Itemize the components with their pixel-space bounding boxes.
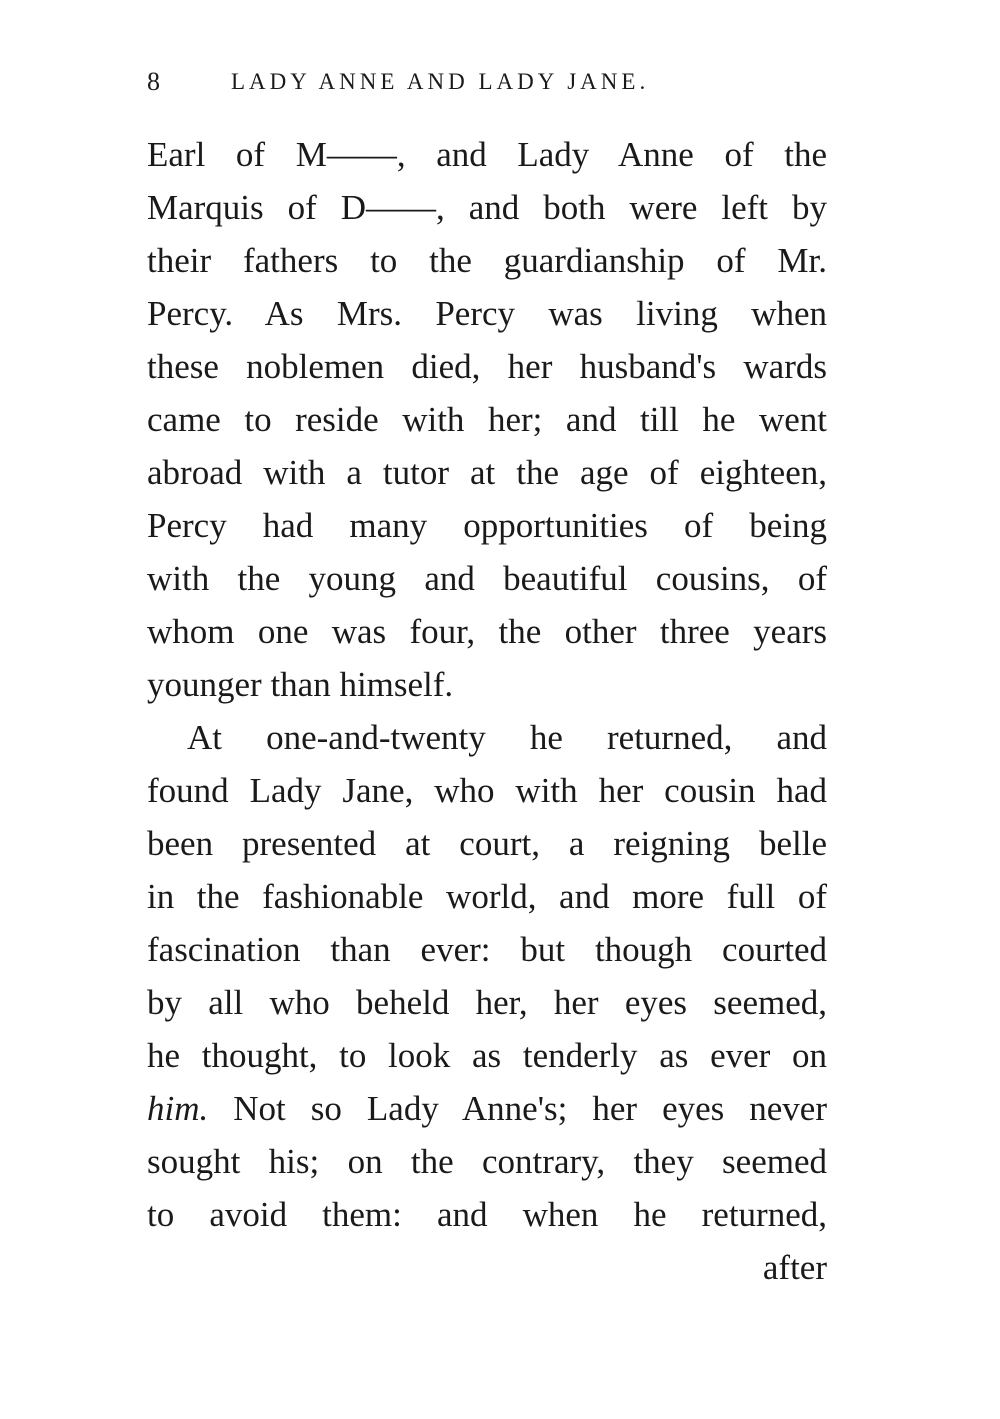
text-line: sought his; on the contrary, they seemed [147,1142,827,1181]
text-line: Earl of M——, and Lady Anne of the [147,135,827,174]
text-line: fascination than ever: but though courted [147,930,827,969]
text-segment: Not so Lady Anne's; her eyes never [208,1089,827,1128]
text-line: to avoid them: and when he returned, [147,1195,827,1234]
text-line: their fathers to the guardianship of Mr. [147,241,827,280]
text-line: with the young and beautiful cousins, of [147,559,827,598]
text-line: Percy had many opportunities of being [147,506,827,545]
catchword: after [762,1248,827,1287]
text-line: At one-and-twenty he returned, and [187,718,827,757]
text-line: came to reside with her; and till he went [147,400,827,439]
text-line: Percy. As Mrs. Percy was living when [147,294,827,333]
text-line-with-italic [147,1082,827,1135]
text-line: whom one was four, the other three years [147,612,827,651]
text-line: these noblemen died, her husband's wards [147,347,827,386]
text-line: Marquis of D——, and both were left by [147,188,827,227]
page-header [147,62,827,102]
text-line: he thought, to look as tenderly as ever on [147,1036,827,1075]
text-line: found Lady Jane, who with her cousin had [147,771,827,810]
text-line: abroad with a tutor at the age of eighteen, [147,453,827,492]
text-line: in the fashionable world, and more full of [147,877,827,916]
body-text [147,128,827,1294]
italic-word: him. [147,1089,209,1128]
text-line: been presented at court, a reigning belle [147,824,827,863]
running-head: LADY ANNE AND LADY JANE. [231,69,650,94]
page-number: 8 [147,67,163,96]
text-line: younger than himself. [147,665,454,704]
text-line: by all who beheld her, her eyes seemed, [147,983,827,1022]
